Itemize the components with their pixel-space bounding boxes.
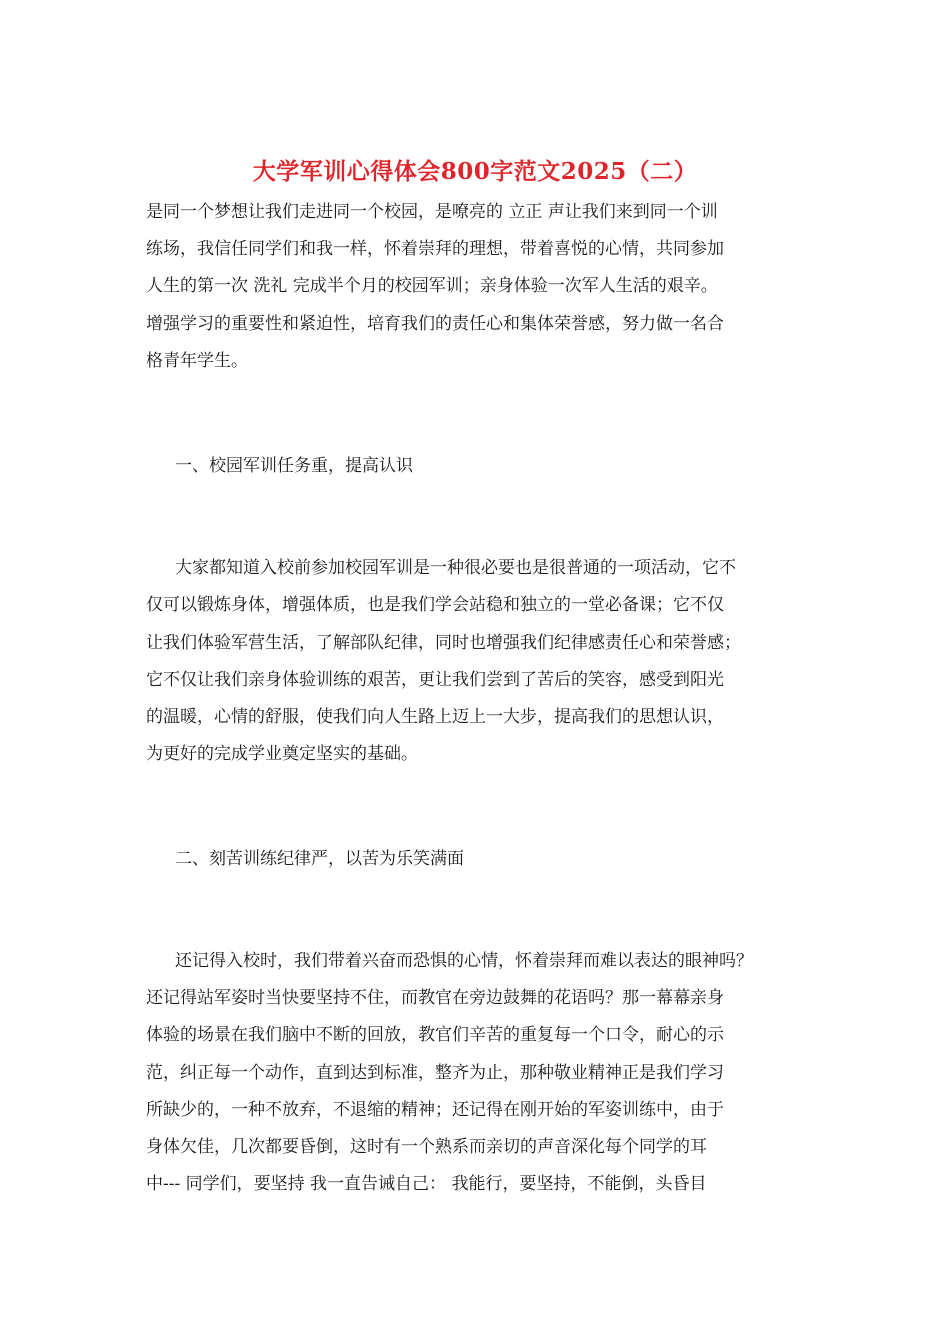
paragraph-line: 范，纠正每一个动作，直到达到标准，整齐为止，那种敬业精神正是我们学习	[146, 1063, 724, 1083]
paragraph-line: 大家都知道入校前参加校园军训是一种很必要也是很普通的一项活动，它不	[175, 558, 736, 578]
paragraph-line: 还记得站军姿时当快要坚持不住，而教官在旁边鼓舞的花语吗？那一幕幕亲身	[146, 988, 724, 1008]
intro-line: 格青年学生。	[146, 351, 248, 371]
intro-line: 练场，我信任同学们和我一样，怀着崇拜的理想，带着喜悦的心情，共同参加	[146, 239, 724, 259]
paragraph-line: 中--- 同学们，要坚持 我一直告诫自己： 我能行，要坚持，不能倒，头昏目	[146, 1174, 707, 1194]
paragraph-line: 的温暖，心情的舒服，使我们向人生路上迈上一大步，提高我们的思想认识，	[146, 707, 724, 727]
paragraph-line: 体验的场景在我们脑中不断的回放，教官们辛苦的重复每一个口令，耐心的示	[146, 1025, 724, 1045]
intro-line: 是同一个梦想让我们走进同一个校园，是嘹亮的 立正 声让我们来到同一个训	[146, 202, 718, 222]
paragraph-line: 让我们体验军营生活，了解部队纪律，同时也增强我们纪律感责任心和荣誉感；	[146, 633, 741, 653]
paragraph-line: 仅可以锻炼身体，增强体质，也是我们学会站稳和独立的一堂必备课；它不仅	[146, 595, 724, 615]
paragraph-line: 还记得入校时，我们带着兴奋而恐惧的心情，怀着崇拜而难以表达的眼神吗？	[175, 951, 753, 971]
intro-line: 增强学习的重要性和紧迫性，培育我们的责任心和集体荣誉感，努力做一名合	[146, 314, 724, 334]
section-heading-1: 一、校园军训任务重，提高认识	[175, 456, 413, 476]
paragraph-line: 身体欠佳，几次都要昏倒，这时有一个熟系而亲切的声音深化每个同学的耳	[146, 1137, 707, 1157]
document-title: 大学军训心得体会800字范文2025（二）	[252, 158, 698, 185]
section-heading-2: 二、刻苦训练纪律严，以苦为乐笑满面	[175, 849, 464, 869]
paragraph-line: 所缺少的，一种不放弃，不退缩的精神；还记得在刚开始的军姿训练中，由于	[146, 1100, 724, 1120]
paragraph-line: 为更好的完成学业奠定坚实的基础。	[146, 744, 418, 764]
paragraph-line: 它不仅让我们亲身体验训练的艰苦，更让我们尝到了苦后的笑容，感受到阳光	[146, 670, 724, 690]
intro-line: 人生的第一次 洗礼 完成半个月的校园军训；亲身体验一次军人生活的艰辛。	[146, 276, 718, 296]
